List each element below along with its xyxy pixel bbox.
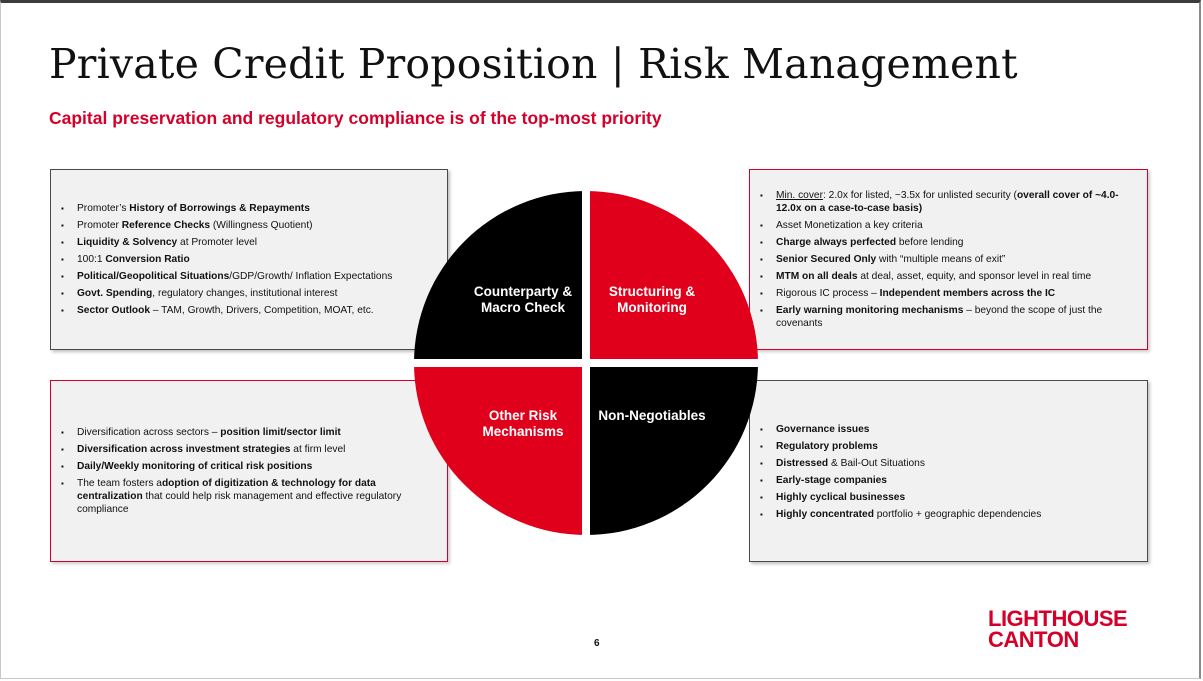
bullet-text: Rigorous IC process –	[776, 288, 880, 299]
bullet-item	[750, 423, 1137, 436]
bullet-item	[750, 189, 1127, 215]
bullet-text: at deal, asset, equity, and sponsor level in real time	[857, 271, 1092, 282]
non-negotiables-box	[749, 380, 1148, 562]
structuring-monitoring-list	[750, 189, 1127, 330]
counterparty-macro-list	[51, 202, 437, 317]
bullet-text: Promoter	[77, 220, 122, 231]
bullet-marker: ▪	[760, 191, 763, 200]
bullet-marker: ▪	[760, 289, 763, 298]
bullet-text: Asset Monetization a key criteria	[776, 220, 923, 231]
bullet-marker: ▪	[760, 493, 763, 502]
bullet-text: Conversion Ratio	[105, 254, 190, 265]
bullet-marker: ▪	[61, 204, 64, 213]
bullet-text: Charge always perfected	[776, 237, 897, 248]
bullet-item	[51, 426, 427, 439]
bullet-text: Highly cyclical businesses	[776, 492, 906, 503]
bullet-item	[51, 287, 437, 300]
bullet-item	[750, 508, 1137, 521]
bullet-item	[51, 219, 437, 232]
bullet-marker: ▪	[61, 272, 64, 281]
bullet-text: at firm level	[290, 444, 346, 455]
bullet-item	[750, 236, 1127, 249]
quadrant-bottom-right	[586, 363, 758, 535]
bullet-text: Reference Checks	[121, 220, 211, 231]
bullet-marker: ▪	[760, 272, 763, 281]
quadrant-label-other-risk: Other Risk Mechanisms	[482, 408, 564, 439]
page-subtitle: Capital preservation and regulatory compliance is of the top-most priority	[49, 108, 662, 128]
bullet-text: 100:1	[77, 254, 106, 265]
bullet-text: & Bail-Out Situations	[828, 458, 925, 469]
bullet-item	[750, 440, 1137, 453]
bullet-text: Diversification across sectors –	[77, 427, 221, 438]
bullet-text: Promoter’s	[77, 203, 130, 214]
structuring-monitoring-box	[749, 169, 1148, 350]
bullet-text: , regulatory changes, institutional interest	[152, 288, 338, 299]
bullet-marker: ▪	[760, 255, 763, 264]
non-negotiables-list	[750, 423, 1137, 521]
bullet-text: Sector Outlook	[77, 305, 151, 316]
bullet-item	[750, 491, 1137, 504]
bullet-item	[750, 457, 1137, 470]
bullet-item	[750, 304, 1127, 330]
bullet-item	[750, 474, 1137, 487]
bullet-marker: ▪	[61, 306, 64, 315]
bullet-text: Early warning monitoring mechanisms	[776, 305, 964, 316]
bullet-text: Governance issues	[776, 424, 870, 435]
quadrant-label-non-negotiables: Non-Negotiables	[598, 408, 706, 423]
bullet-text: Regulatory problems	[776, 441, 878, 452]
bullet-marker: ▪	[760, 510, 763, 519]
bullet-marker: ▪	[760, 306, 763, 315]
bullet-text: portfolio + geographic dependencies	[873, 509, 1042, 520]
bullet-marker: ▪	[760, 238, 763, 247]
bullet-text: Daily/Weekly monitoring of critical risk positions	[77, 461, 313, 472]
counterparty-macro-box	[50, 169, 448, 350]
bullet-marker: ▪	[61, 445, 64, 454]
quadrant-top-right	[586, 191, 758, 363]
bullet-text: at Promoter level	[177, 237, 258, 248]
bullet-item	[51, 236, 437, 249]
bullet-marker: ▪	[61, 255, 64, 264]
other-risk-box	[50, 380, 448, 562]
bullet-text: – TAM, Growth, Drivers, Competition, MOAT, etc.	[150, 305, 374, 316]
bullet-text: Distressed	[776, 458, 829, 469]
bullet-marker: ▪	[61, 428, 64, 437]
bullet-text: before lending	[896, 237, 964, 248]
bullet-item	[750, 253, 1127, 266]
bullet-text: : 2.0x for listed, ~3.5x for unlisted security (	[823, 190, 1017, 201]
bullet-item	[51, 202, 437, 215]
bullet-marker: ▪	[61, 462, 64, 471]
bullet-text: Govt. Spending	[77, 288, 153, 299]
bullet-text: Diversification across investment strategies	[77, 444, 291, 455]
page-number: 6	[594, 638, 600, 649]
bullet-text: Min. cover	[776, 190, 823, 201]
bullet-text: overall cover of ~4.0-12.0x on a case-to-case basis)	[776, 190, 1119, 214]
bullet-text: doption of digitization & technology for data centralization	[77, 478, 376, 502]
bullet-text: Political/Geopolitical Situations	[77, 271, 230, 282]
bullet-item	[51, 443, 427, 456]
bullet-marker: ▪	[760, 425, 763, 434]
bullet-marker: ▪	[61, 221, 64, 230]
other-risk-list	[51, 426, 427, 516]
bullet-text: – beyond the scope of just the covenants	[776, 305, 1103, 329]
logo-line-1: LIGHTHOUSE	[988, 606, 1128, 631]
bullet-item	[750, 219, 1127, 232]
quadrant-top-left	[414, 191, 586, 363]
bullet-item	[51, 253, 437, 266]
bullet-item	[750, 287, 1127, 300]
bullet-marker: ▪	[61, 479, 64, 488]
bullet-text: (Willingness Quotient)	[210, 220, 313, 231]
bullet-item	[51, 477, 427, 516]
bullet-text: Liquidity & Solvency	[77, 237, 178, 248]
quadrant-label-counterparty: Counterparty & Macro Check	[473, 284, 573, 315]
bullet-marker: ▪	[760, 221, 763, 230]
bullet-marker: ▪	[760, 476, 763, 485]
company-logo	[988, 608, 1127, 650]
bullet-text: /GDP/Growth/ Inflation Expectations	[229, 271, 393, 282]
bullet-marker: ▪	[760, 459, 763, 468]
bullet-item	[51, 270, 437, 283]
bullet-text: History of Borrowings & Repayments	[129, 203, 310, 214]
bullet-marker: ▪	[760, 442, 763, 451]
bullet-marker: ▪	[61, 238, 64, 247]
bullet-text: Early-stage companies	[776, 475, 887, 486]
bullet-text: The team fosters a	[77, 478, 162, 489]
divider-horizontal	[414, 359, 758, 367]
bullet-text: that could help risk management and effective regulatory compliance	[77, 491, 402, 515]
bullet-text: Highly concentrated	[776, 509, 874, 520]
bullet-item	[51, 460, 427, 473]
bullet-text: Independent members across the IC	[879, 288, 1056, 299]
bullet-text: position limit/sector limit	[220, 427, 341, 438]
bullet-text: MTM on all deals	[776, 271, 858, 282]
bullet-text: Senior Secured Only	[776, 254, 877, 265]
page-title: Private Credit Proposition | Risk Management	[49, 40, 1018, 88]
bullet-item	[750, 270, 1127, 283]
quadrant-bottom-left	[414, 363, 586, 535]
logo-line-2: CANTON	[988, 627, 1079, 652]
bullet-item	[51, 304, 437, 317]
bullet-text: with “multiple means of exit”	[876, 254, 1006, 265]
bullet-marker: ▪	[61, 289, 64, 298]
quadrant-circle	[414, 191, 758, 535]
quadrant-label-structuring: Structuring & Monitoring	[608, 284, 696, 315]
